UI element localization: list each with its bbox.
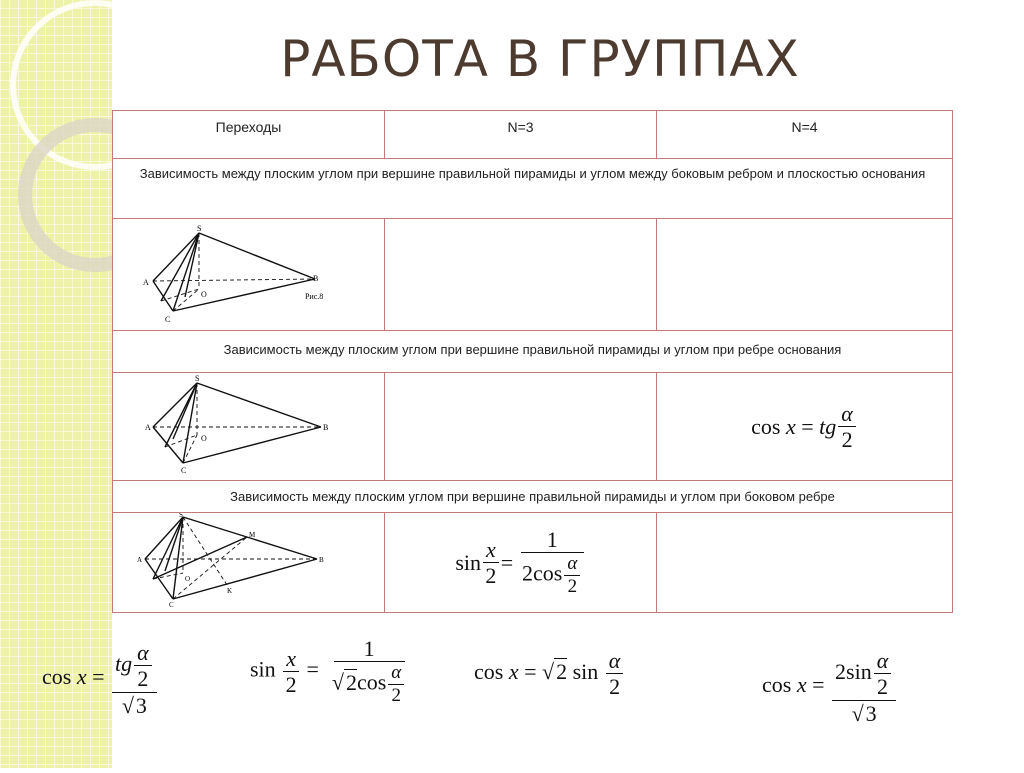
formula-sin-over-2cos: sin $\frac{x}{2}$ = 1 2cos $\frac{\alpha}{2}$ [385, 513, 656, 612]
header-n3: N=3 [385, 111, 657, 159]
label-c: C [165, 315, 171, 324]
pyramid-figure-3 [113, 513, 385, 613]
formula-option-1: cos x = tg $\frac{\alpha}{2}$ √3 [42, 640, 159, 718]
empty-cell [385, 373, 657, 481]
label-a: A [143, 278, 149, 287]
table-header-row [113, 111, 953, 159]
empty-cell [657, 219, 953, 331]
label-b: B [323, 423, 329, 432]
formula-cos-tg: cos x = tg $\frac{\alpha}{2}$ [657, 373, 952, 480]
formula-option-4: cos x = 2sin $\frac{\alpha}{2}$ √3 [762, 648, 898, 726]
empty-cell [385, 219, 657, 331]
label-o: O [185, 575, 191, 583]
row-description-1: Зависимость между плоским углом при вершине правильной пирамиды и углом между боковым ребром и плоскостью основания [113, 159, 953, 219]
slide-title: РАБОТА В ГРУППАХ [280, 30, 800, 88]
pyramid-figure-2 [113, 373, 385, 481]
label-o: O [201, 290, 207, 299]
label-a: A [137, 556, 143, 564]
row-description-3: Зависимость между плоским углом при вершине правильной пирамиды и углом при боковом ребре [113, 481, 953, 513]
label-s: S [179, 513, 183, 519]
header-n4: N=4 [657, 111, 953, 159]
figure-caption: Рис.8 [305, 292, 324, 301]
row-description-2: Зависимость между плоским углом при вершине правильной пирамиды и углом при ребре основания [113, 331, 953, 373]
label-s: S [197, 224, 202, 233]
label-b: B [319, 556, 324, 564]
label-k: K [227, 587, 233, 595]
label-a: A [145, 423, 151, 432]
label-c: C [181, 466, 187, 475]
header-transitions: Переходы [113, 111, 385, 159]
formula-option-2: sin $\frac{x}{2}$ = 1 √2cos $\frac{\alpha}{2}$ [250, 636, 408, 707]
label-m: M [249, 531, 256, 539]
transitions-table [112, 110, 953, 613]
label-b: B [313, 274, 319, 283]
label-o: O [201, 434, 207, 443]
formula-option-3: cos x = √2 sin $\frac{\alpha}{2}$ [474, 648, 625, 700]
pyramid-figure-1 [113, 219, 385, 331]
label-c: C [169, 601, 174, 609]
label-s: S [195, 374, 200, 383]
formula-cell-cos-tg [657, 373, 953, 481]
empty-cell [657, 513, 953, 613]
formula-cell-sin-1 [385, 513, 657, 613]
